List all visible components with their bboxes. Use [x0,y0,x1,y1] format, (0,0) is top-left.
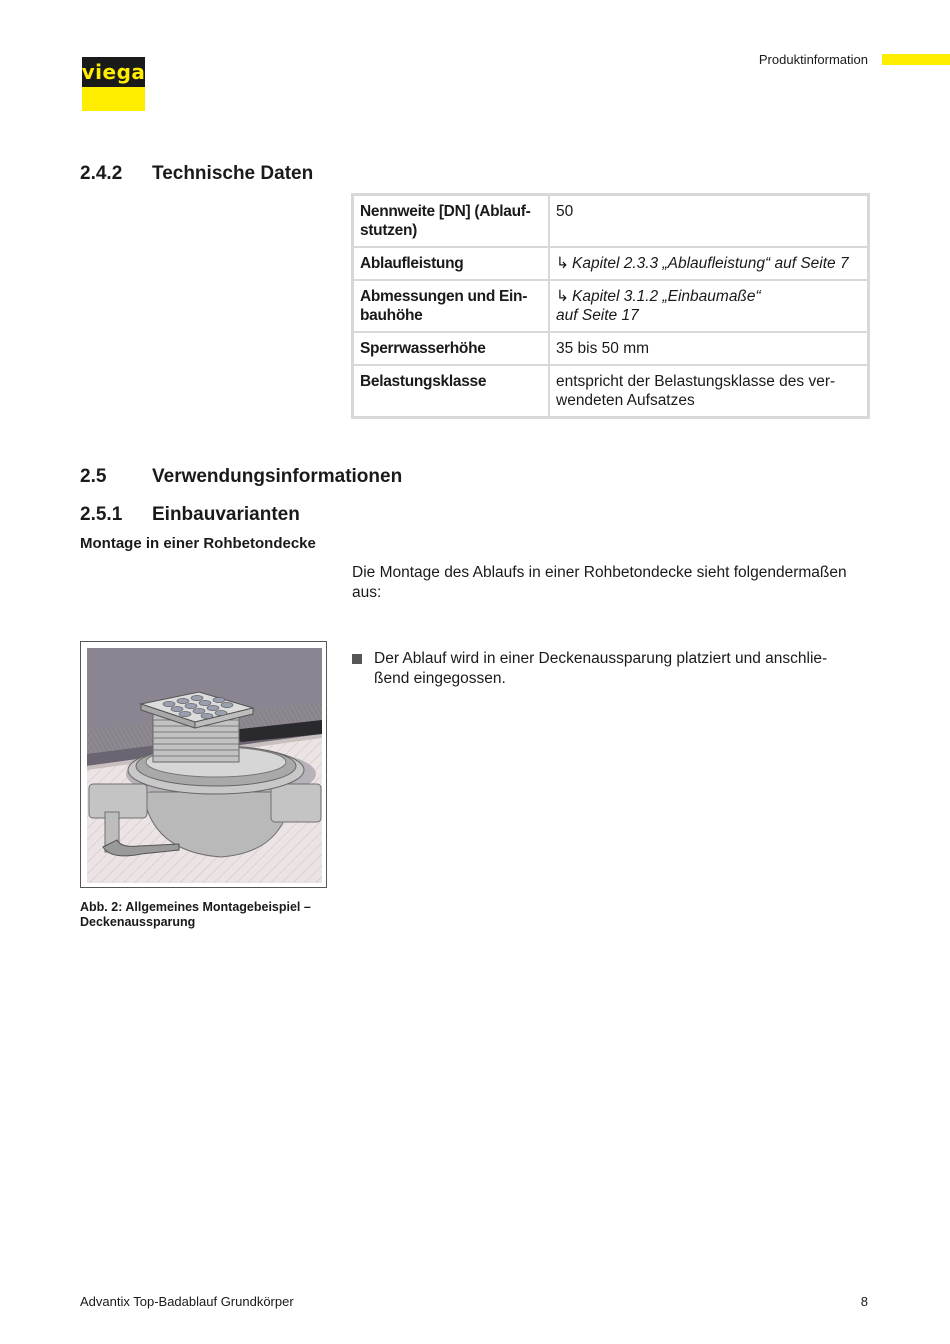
section-number: 2.4.2 [80,163,123,184]
section-title: Einbauvarianten [152,504,300,525]
section-title: Verwendungsinformationen [152,466,403,487]
list-item-text: Der Ablauf wird in einer Deckenaussparung platziert und anschlie- ßend eingegossen. [374,650,828,687]
installation-illustration [80,641,327,888]
figure-caption: Abb. 2: Allgemeines Montagebeispiel – Deckenaussparung [80,900,311,929]
header-yellow-bar [882,54,950,65]
section-title: Technische Daten [152,163,314,184]
intro-paragraph: Die Montage des Ablaufs in einer Rohbetondecke sieht folgendermaßen aus: [352,564,847,601]
list-item [352,649,872,689]
section-number: 2.5.1 [80,504,123,525]
footer-page-number: 8 [860,1294,868,1309]
table-value [549,247,868,280]
reference-arrow-icon: ↳ [556,255,569,272]
table-value: 50 [549,195,868,247]
table-row [353,280,868,332]
cross-reference-link[interactable]: ↳ Kapitel 3.1.2 „Einbaumaße“ auf Seite 17 [556,288,761,324]
viega-logo [82,57,145,111]
table-row [353,332,868,365]
table-row [353,247,868,280]
cross-reference-link[interactable]: ↳ Kapitel 2.3.3 „Ablaufleistung“ auf Seite 7 [556,255,849,272]
section-heading-251 [80,504,300,526]
reference-arrow-icon: ↳ [556,288,569,305]
drain-illustration-svg [81,642,326,887]
header-section-label: Produktinformation [758,52,868,67]
table-key: Sperrwasserhöhe [353,332,549,365]
table-row [353,195,868,247]
table-key: Ablaufleistung [353,247,549,280]
table-key: Abmessungen und Ein- bauhöhe [353,280,549,332]
table-value [549,280,868,332]
footer-product-name: Advantix Top-Badablauf Grundkörper [80,1294,294,1309]
table-key: Nennweite [DN] (Ablauf- stutzen) [353,195,549,247]
bullet-square-icon [352,654,362,664]
logo-text: viega [81,60,146,84]
section-heading-25 [80,466,402,488]
table-value: 35 bis 50 mm [549,332,868,365]
technical-data-table [351,193,870,419]
section-heading-242 [80,163,313,185]
subheading: Montage in einer Rohbetondecke [80,535,316,552]
table-value: entspricht der Belastungsklasse des ver- wendeten Aufsatzes [549,365,868,417]
table-key: Belastungsklasse [353,365,549,417]
section-number: 2.5 [80,466,107,487]
table-row [353,365,868,417]
